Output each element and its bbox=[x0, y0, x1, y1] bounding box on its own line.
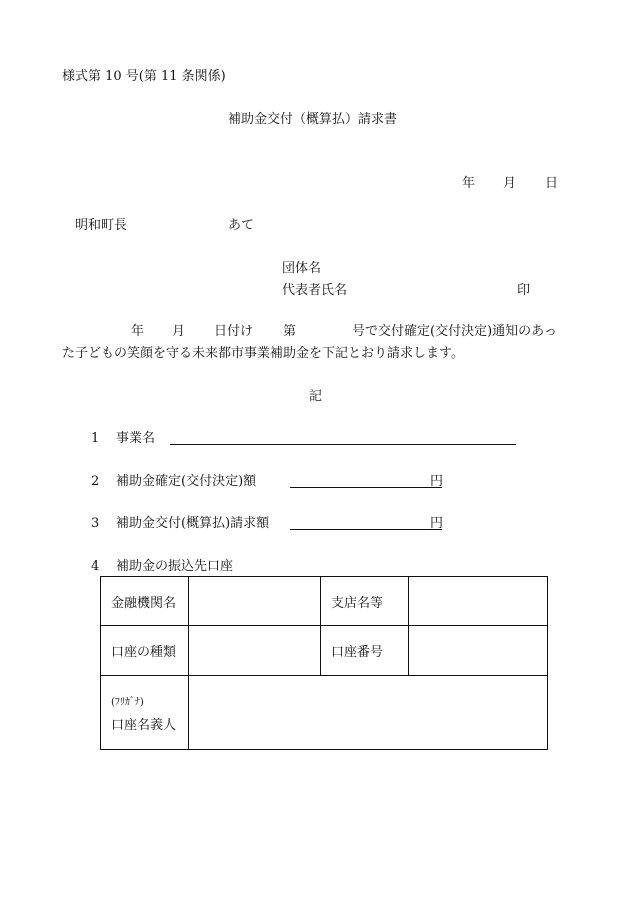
body-text-line1: 号で交付確定(交付決定)通知のあっ bbox=[352, 324, 558, 339]
yen-unit: 円 bbox=[430, 474, 444, 489]
furigana-label: (ﾌﾘｶﾞﾅ) bbox=[111, 696, 144, 708]
institution-field[interactable] bbox=[189, 577, 321, 626]
requested-amount-label: 補助金交付(概算払)請求額 bbox=[116, 516, 270, 531]
confirmed-amount-label: 補助金確定(交付決定)額 bbox=[116, 474, 257, 489]
representative-label: 代表者氏名 bbox=[282, 283, 348, 298]
yen-unit: 円 bbox=[430, 516, 444, 531]
branch-field[interactable] bbox=[409, 577, 548, 626]
requested-amount-field[interactable] bbox=[290, 529, 442, 530]
document-title: 補助金交付（概算払）請求書 bbox=[228, 112, 398, 127]
project-name-label: 事業名 bbox=[116, 431, 156, 446]
date-day-label: 日 bbox=[545, 176, 559, 191]
addressee-suffix: あて bbox=[228, 218, 255, 233]
organization-label: 団体名 bbox=[282, 261, 322, 276]
seal-mark: 印 bbox=[517, 283, 531, 298]
body-year: 年 bbox=[131, 324, 145, 339]
account-type-field[interactable] bbox=[189, 626, 321, 676]
bank-account-heading: 補助金の振込先口座 bbox=[116, 559, 234, 574]
item-number: 2 bbox=[91, 474, 100, 489]
body-number-prefix: 第 bbox=[283, 324, 297, 339]
account-holder-field[interactable] bbox=[189, 676, 548, 750]
body-day-suffix: 日付け bbox=[214, 324, 254, 339]
confirmed-amount-field[interactable] bbox=[290, 487, 442, 488]
account-type-label: 口座の種類 bbox=[101, 626, 189, 676]
date-year-label: 年 bbox=[462, 176, 476, 191]
account-number-field[interactable] bbox=[409, 626, 548, 676]
date-month-label: 月 bbox=[503, 176, 517, 191]
branch-label: 支店名等 bbox=[321, 577, 409, 626]
body-month: 月 bbox=[172, 324, 186, 339]
account-holder-label: 口座名義人 bbox=[111, 717, 177, 733]
account-number-label: 口座番号 bbox=[321, 626, 409, 676]
project-name-field[interactable] bbox=[170, 444, 516, 445]
form-number: 様式第 10 号(第 11 条関係) bbox=[62, 69, 226, 84]
item-number: 3 bbox=[91, 516, 100, 531]
account-holder-label-cell bbox=[101, 676, 189, 750]
institution-label: 金融機関名 bbox=[101, 577, 189, 626]
bank-account-table bbox=[100, 576, 548, 750]
item-number: 4 bbox=[91, 559, 100, 574]
addressee-name: 明和町長 bbox=[75, 218, 128, 233]
item-number: 1 bbox=[91, 431, 100, 446]
ki-heading: 記 bbox=[309, 389, 323, 404]
body-text-line2: た子どもの笑顔を守る未来都市事業補助金を下記とおり請求します。 bbox=[62, 346, 464, 361]
